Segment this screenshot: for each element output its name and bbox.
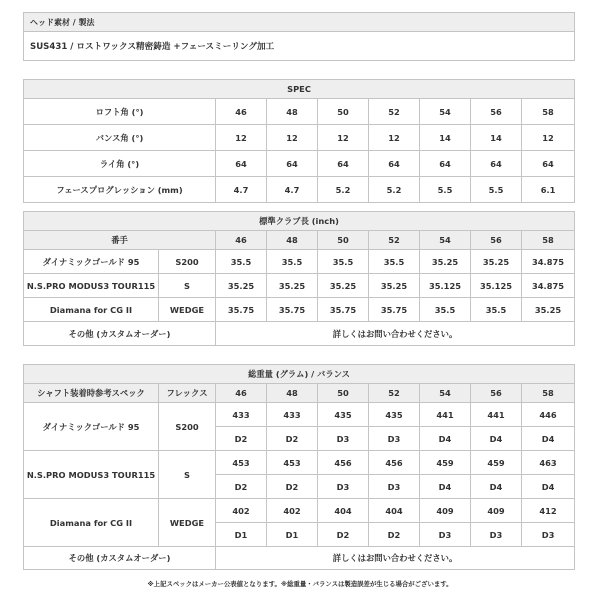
spec-row-label: ロフト角 (°) <box>24 99 216 125</box>
spec-cell: 54 <box>420 99 471 125</box>
weight-row <box>24 403 575 427</box>
weight-loft-header: 56 <box>471 384 522 403</box>
weight-loft-header: 50 <box>318 384 369 403</box>
length-loft-header: 54 <box>420 231 471 250</box>
spec-title: SPEC <box>24 80 575 99</box>
balance-cell: D4 <box>420 475 471 499</box>
spec-table <box>23 79 575 203</box>
length-number-label: 番手 <box>24 231 216 250</box>
length-flex: S200 <box>159 250 216 274</box>
spec-row <box>24 99 575 125</box>
spec-cell: 5.2 <box>318 177 369 203</box>
length-cell: 35.75 <box>216 298 267 322</box>
balance-cell: D2 <box>318 523 369 547</box>
balance-cell: D4 <box>471 475 522 499</box>
length-row <box>24 274 575 298</box>
balance-cell: D2 <box>267 427 318 451</box>
weight-cell: 446 <box>522 403 575 427</box>
length-loft-header: 56 <box>471 231 522 250</box>
balance-cell: D4 <box>522 427 575 451</box>
length-shaft-name: N.S.PRO MODUS3 TOUR115 <box>24 274 159 298</box>
balance-cell: D4 <box>420 427 471 451</box>
weight-cell: 433 <box>216 403 267 427</box>
spec-cell: 4.7 <box>267 177 318 203</box>
spec-row-label: ライ角 (°) <box>24 151 216 177</box>
balance-cell: D3 <box>318 427 369 451</box>
spec-row-label: フェースプログレッション (mm) <box>24 177 216 203</box>
weight-cell: 435 <box>369 403 420 427</box>
head-material-text: SUS431 / ロストワックス精密鋳造 +フェースミーリング加工 <box>24 32 575 61</box>
weight-flex-header: フレックス <box>159 384 216 403</box>
spec-cell: 14 <box>420 125 471 151</box>
spec-row <box>24 177 575 203</box>
balance-cell: D1 <box>267 523 318 547</box>
spec-cell: 14 <box>471 125 522 151</box>
weight-loft-header: 52 <box>369 384 420 403</box>
spec-cell: 56 <box>471 99 522 125</box>
balance-cell: D2 <box>267 475 318 499</box>
spec-cell: 64 <box>216 151 267 177</box>
length-loft-header: 48 <box>267 231 318 250</box>
balance-cell: D1 <box>216 523 267 547</box>
weight-cell: 402 <box>216 499 267 523</box>
weight-cell: 412 <box>522 499 575 523</box>
weight-cell: 441 <box>471 403 522 427</box>
length-cell: 35.25 <box>471 250 522 274</box>
weight-cell: 463 <box>522 451 575 475</box>
spec-cell: 64 <box>420 151 471 177</box>
length-cell: 35.25 <box>420 250 471 274</box>
length-loft-header: 52 <box>369 231 420 250</box>
balance-cell: D3 <box>318 475 369 499</box>
weight-cell: 453 <box>267 451 318 475</box>
length-shaft-name: ダイナミックゴールド 95 <box>24 250 159 274</box>
length-cell: 35.25 <box>216 274 267 298</box>
balance-cell: D2 <box>216 427 267 451</box>
head-material-table <box>23 12 575 61</box>
balance-cell: D4 <box>522 475 575 499</box>
weight-title: 総重量 (グラム) / バランス <box>24 365 575 384</box>
length-cell: 35.5 <box>471 298 522 322</box>
weight-loft-header: 46 <box>216 384 267 403</box>
length-flex: WEDGE <box>159 298 216 322</box>
spec-cell: 12 <box>369 125 420 151</box>
spec-cell: 52 <box>369 99 420 125</box>
length-cell: 35.25 <box>267 274 318 298</box>
length-loft-header: 50 <box>318 231 369 250</box>
weight-loft-header: 58 <box>522 384 575 403</box>
length-cell: 35.75 <box>369 298 420 322</box>
length-cell: 35.25 <box>369 274 420 298</box>
balance-cell: D4 <box>471 427 522 451</box>
spec-cell: 6.1 <box>522 177 575 203</box>
length-loft-header: 46 <box>216 231 267 250</box>
weight-cell: 433 <box>267 403 318 427</box>
weight-cell: 404 <box>318 499 369 523</box>
spec-cell: 5.5 <box>420 177 471 203</box>
length-cell: 35.25 <box>522 298 575 322</box>
weight-cell: 456 <box>369 451 420 475</box>
weight-flex: S <box>159 451 216 499</box>
spec-cell: 64 <box>369 151 420 177</box>
balance-cell: D3 <box>471 523 522 547</box>
spec-cell: 5.5 <box>471 177 522 203</box>
length-row <box>24 298 575 322</box>
length-cell: 35.5 <box>216 250 267 274</box>
weight-shaft-name: ダイナミックゴールド 95 <box>24 403 159 451</box>
weight-flex: WEDGE <box>159 499 216 547</box>
length-cell: 35.75 <box>267 298 318 322</box>
spec-cell: 4.7 <box>216 177 267 203</box>
spec-cell: 12 <box>318 125 369 151</box>
weight-table <box>23 364 575 570</box>
length-cell: 35.5 <box>369 250 420 274</box>
length-cell: 35.5 <box>267 250 318 274</box>
length-cell: 35.125 <box>420 274 471 298</box>
weight-other-text: 詳しくはお問い合わせください。 <box>216 547 575 570</box>
balance-cell: D3 <box>522 523 575 547</box>
length-flex: S <box>159 274 216 298</box>
head-material-title: ヘッド素材 / 製法 <box>24 13 575 32</box>
length-cell: 35.25 <box>318 274 369 298</box>
weight-loft-header: 54 <box>420 384 471 403</box>
spec-cell: 48 <box>267 99 318 125</box>
weight-flex: S200 <box>159 403 216 451</box>
length-cell: 35.125 <box>471 274 522 298</box>
spec-cell: 12 <box>267 125 318 151</box>
length-row <box>24 250 575 274</box>
spec-cell: 64 <box>522 151 575 177</box>
length-cell: 35.5 <box>420 298 471 322</box>
weight-shaft-header: シャフト装着時参考スペック <box>24 384 159 403</box>
balance-cell: D3 <box>420 523 471 547</box>
weight-cell: 409 <box>420 499 471 523</box>
weight-other-label: その他 (カスタムオーダー) <box>24 547 216 570</box>
weight-shaft-name: Diamana for CG II <box>24 499 159 547</box>
weight-shaft-name: N.S.PRO MODUS3 TOUR115 <box>24 451 159 499</box>
weight-cell: 459 <box>420 451 471 475</box>
weight-cell: 435 <box>318 403 369 427</box>
weight-cell: 441 <box>420 403 471 427</box>
balance-cell: D3 <box>369 427 420 451</box>
spec-cell: 12 <box>216 125 267 151</box>
length-other-label: その他 (カスタムオーダー) <box>24 322 216 346</box>
length-cell: 34.875 <box>522 250 575 274</box>
weight-row <box>24 451 575 475</box>
weight-cell: 459 <box>471 451 522 475</box>
spec-cell: 64 <box>267 151 318 177</box>
length-cell: 34.875 <box>522 274 575 298</box>
weight-cell: 404 <box>369 499 420 523</box>
spec-cell: 46 <box>216 99 267 125</box>
weight-cell: 456 <box>318 451 369 475</box>
length-table <box>23 211 575 346</box>
length-other-text: 詳しくはお問い合わせください。 <box>216 322 575 346</box>
length-cell: 35.5 <box>318 250 369 274</box>
length-cell: 35.75 <box>318 298 369 322</box>
balance-cell: D2 <box>369 523 420 547</box>
footnote: ※上記スペックはメーカー公表値となります。※総重量・バランスは製造誤差が生じる場合がございます。 <box>147 580 453 588</box>
length-shaft-name: Diamana for CG II <box>24 298 159 322</box>
length-title: 標準クラブ長 (inch) <box>24 212 575 231</box>
spec-cell: 5.2 <box>369 177 420 203</box>
spec-row <box>24 125 575 151</box>
weight-cell: 453 <box>216 451 267 475</box>
spec-row-label: バンス角 (°) <box>24 125 216 151</box>
balance-cell: D3 <box>369 475 420 499</box>
length-loft-header: 58 <box>522 231 575 250</box>
spec-cell: 64 <box>471 151 522 177</box>
spec-cell: 12 <box>522 125 575 151</box>
spec-cell: 58 <box>522 99 575 125</box>
spec-cell: 64 <box>318 151 369 177</box>
weight-row <box>24 499 575 523</box>
weight-loft-header: 48 <box>267 384 318 403</box>
balance-cell: D2 <box>216 475 267 499</box>
spec-row <box>24 151 575 177</box>
spec-cell: 50 <box>318 99 369 125</box>
weight-cell: 409 <box>471 499 522 523</box>
weight-cell: 402 <box>267 499 318 523</box>
